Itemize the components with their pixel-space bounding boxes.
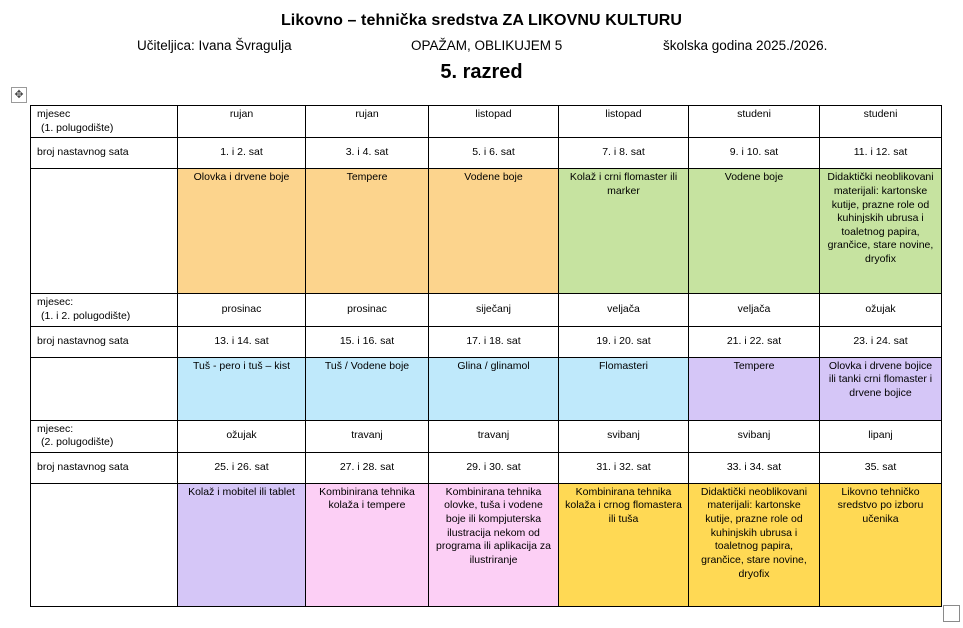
month-cell: ožujak — [178, 420, 306, 452]
month-cell: prosinac — [306, 294, 429, 326]
materials-row — [31, 357, 942, 420]
resize-square-icon[interactable] — [943, 605, 960, 622]
month-cell: studeni — [820, 106, 942, 138]
material-cell: Vodene boje — [429, 169, 559, 294]
month-cell: veljača — [689, 294, 820, 326]
lesson-cell: 33. i 34. sat — [689, 452, 820, 483]
lesson-cell: 27. i 28. sat — [306, 452, 429, 483]
month-cell: studeni — [689, 106, 820, 138]
material-cell: Tempere — [689, 357, 820, 420]
document-title: Likovno – tehnička sredstva ZA LIKOVNU KULTURU — [280, 12, 683, 29]
month-cell: veljača — [559, 294, 689, 326]
material-cell: Olovka i drvene boje — [178, 169, 306, 294]
month-cell: listopad — [429, 106, 559, 138]
lesson-cell: 11. i 12. sat — [820, 138, 942, 169]
lesson-cell: 21. i 22. sat — [689, 326, 820, 357]
month-cell: prosinac — [178, 294, 306, 326]
lesson-cell: 5. i 6. sat — [429, 138, 559, 169]
lesson-row — [31, 326, 942, 357]
month-cell: travanj — [429, 420, 559, 452]
material-cell: Tuš - pero i tuš – kist — [178, 357, 306, 420]
semester-label: (2. polugodište) — [41, 436, 114, 449]
materials-label-cell — [31, 169, 178, 294]
month-cell: travanj — [306, 420, 429, 452]
grade-heading: 5. razred — [440, 61, 523, 83]
material-cell: Kombinirana tehnika olovke, tuša i vodene boje ili kompjuterska ilustracija nekom od programa ili aplikacija za ilustriranje — [429, 483, 559, 606]
month-label: mjesec: — [37, 296, 74, 309]
material-cell: Tempere — [306, 169, 429, 294]
month-row — [31, 420, 942, 452]
material-text: Glina / glinamol — [457, 359, 530, 372]
lesson-row — [31, 138, 942, 169]
lesson-cell: 7. i 8. sat — [559, 138, 689, 169]
month-label-cell — [31, 294, 178, 326]
material-cell: Kombinirana tehnika kolaža i tempere — [306, 483, 429, 606]
month-cell: lipanj — [820, 420, 942, 452]
month-row — [31, 106, 942, 138]
month-label-cell — [31, 106, 178, 138]
material-cell: Vodene boje — [689, 169, 820, 294]
material-cell: Kombinirana tehnika kolaža i crnog flomastera ili tuša — [559, 483, 689, 606]
month-cell: rujan — [306, 106, 429, 138]
teacher-name: Učiteljica: Ivana Švragulja — [137, 38, 292, 53]
move-arrows-icon[interactable]: ✥ — [11, 87, 27, 103]
month-cell: svibanj — [559, 420, 689, 452]
lesson-row — [31, 452, 942, 483]
month-cell: rujan — [178, 106, 306, 138]
month-cell: svibanj — [689, 420, 820, 452]
subtitle-row — [0, 38, 963, 56]
school-year: školska godina 2025./2026. — [663, 38, 828, 53]
month-cell: siječanj — [429, 294, 559, 326]
month-label-cell — [31, 420, 178, 452]
month-label: mjesec — [37, 108, 71, 120]
materials-label-cell — [31, 357, 178, 420]
semester-label: (1. i 2. polugodište) — [41, 309, 131, 322]
schedule-table — [30, 105, 942, 607]
month-cell: ožujak — [820, 294, 942, 326]
month-row — [31, 294, 942, 326]
semester-label: (1. polugodište) — [41, 121, 114, 134]
book-title: OPAŽAM, OBLIKUJEM 5 — [411, 38, 563, 53]
month-label: mjesec: — [37, 422, 74, 435]
material-cell: Kolaž i crni flomaster ili marker — [559, 169, 689, 294]
month-cell: listopad — [559, 106, 689, 138]
lesson-cell: 17. i 18. sat — [429, 326, 559, 357]
lesson-cell: 25. i 26. sat — [178, 452, 306, 483]
lesson-label: broj nastavnog sata — [31, 326, 178, 357]
lesson-cell: 23. i 24. sat — [820, 326, 942, 357]
lesson-label: broj nastavnog sata — [31, 138, 178, 169]
material-cell: Olovka i drvene bojice ili tanki crni flomaster i drvene bojice — [820, 357, 942, 420]
material-cell: Kolaž i mobitel ili tablet — [178, 483, 306, 606]
material-cell: Flomasteri — [559, 357, 689, 420]
lesson-cell: 29. i 30. sat — [429, 452, 559, 483]
materials-label-cell — [31, 483, 178, 606]
materials-row — [31, 483, 942, 606]
material-cell: Likovno tehničko sredstvo po izboru učenika — [820, 483, 942, 606]
material-cell: Didaktički neoblikovani materijali: kartonske kutije, prazne role od kuhinjskih ubrusa i toaletnog papira, grančice, stare novine, dryofix — [689, 483, 820, 606]
material-cell: Tuš / Vodene boje — [306, 357, 429, 420]
material-cell — [429, 357, 559, 420]
lesson-cell: 19. i 20. sat — [559, 326, 689, 357]
lesson-cell: 9. i 10. sat — [689, 138, 820, 169]
lesson-cell: 35. sat — [820, 452, 942, 483]
lesson-cell: 3. i 4. sat — [306, 138, 429, 169]
lesson-cell: 15. i 16. sat — [306, 326, 429, 357]
materials-row — [31, 169, 942, 294]
lesson-cell: 31. i 32. sat — [559, 452, 689, 483]
lesson-cell: 1. i 2. sat — [178, 138, 306, 169]
material-cell: Didaktički neoblikovani materijali: kartonske kutije, prazne role od kuhinjskih ubrusa i toaletnog papira, grančice, stare novine, dryofix — [820, 169, 942, 294]
lesson-label: broj nastavnog sata — [31, 452, 178, 483]
lesson-cell: 13. i 14. sat — [178, 326, 306, 357]
